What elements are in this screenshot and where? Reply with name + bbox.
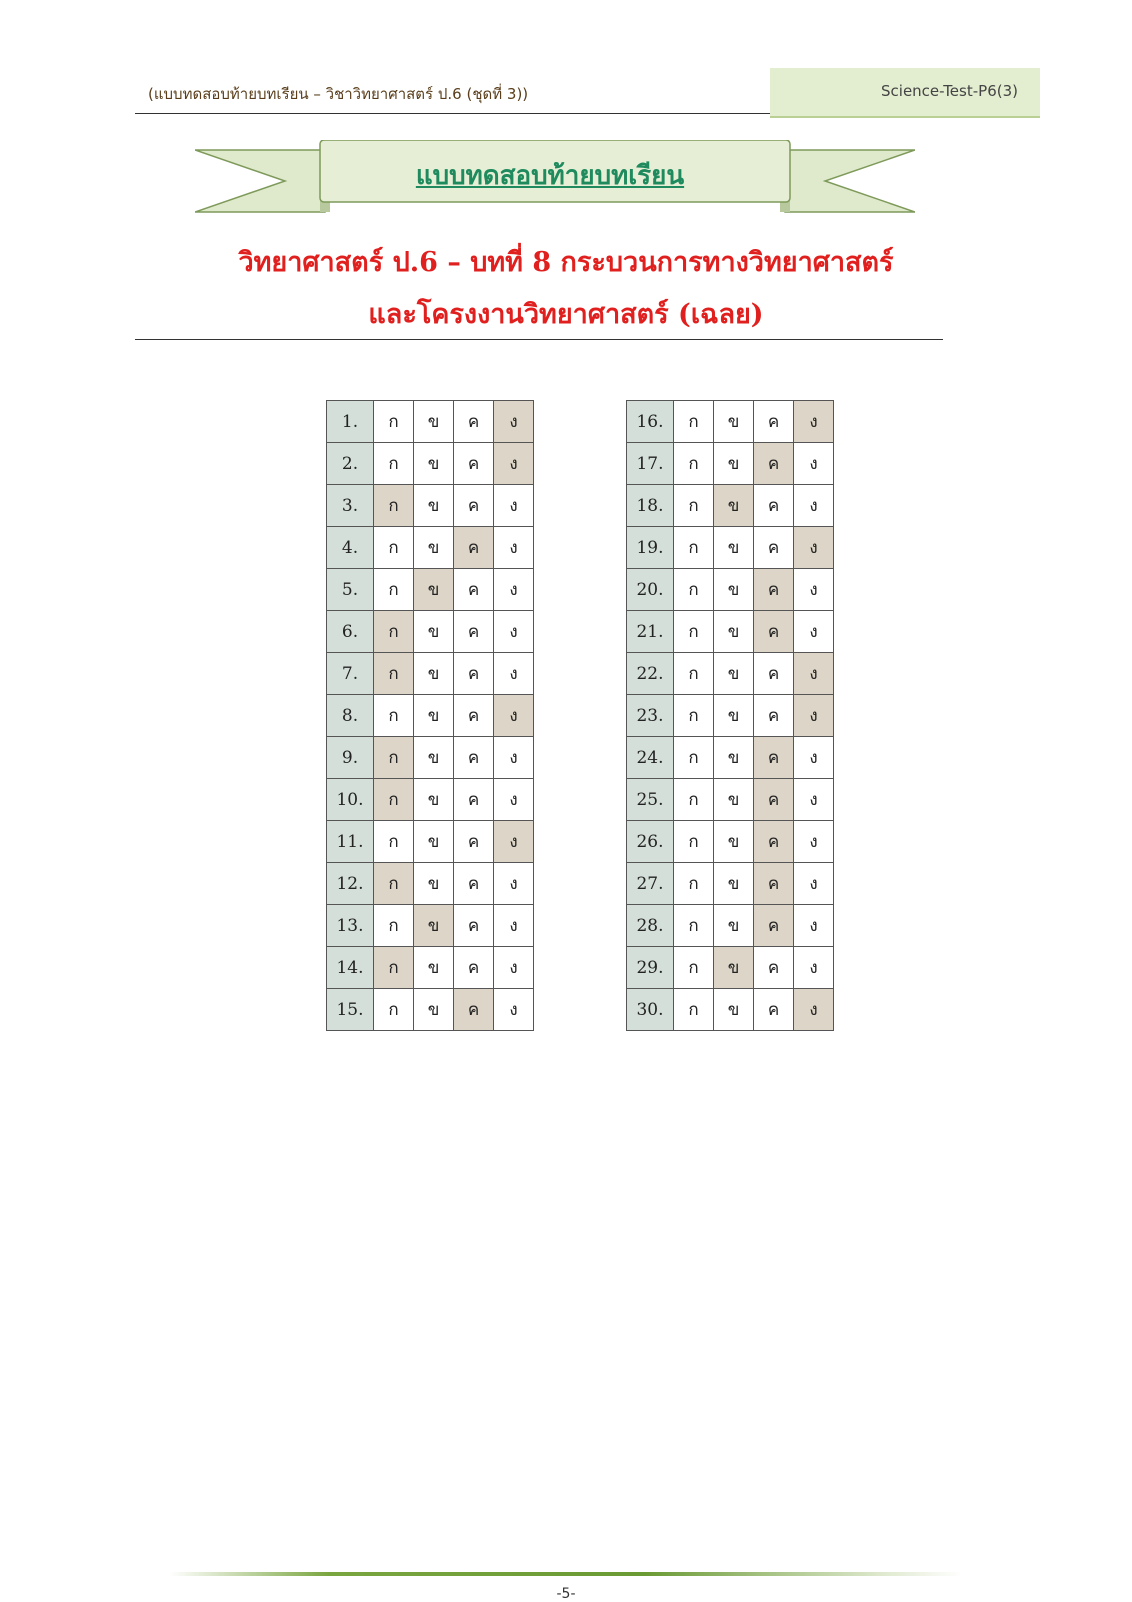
answer-choice: ข [414, 947, 454, 989]
answer-choice: ง [794, 737, 834, 779]
answer-choice: ง [494, 737, 534, 779]
answer-row [327, 485, 534, 527]
answer-choice: ข [414, 527, 454, 569]
answer-choice: ก [674, 821, 714, 863]
answer-choice: ก [374, 443, 414, 485]
answer-choice: ข [714, 863, 754, 905]
page-title-line1: วิทยาศาสตร์ ป.6 – บทที่ 8 กระบวนการทางวิทยาศาสตร์ [238, 247, 894, 278]
answer-row [327, 443, 534, 485]
answer-choice-correct: ค [754, 863, 794, 905]
answer-row [327, 527, 534, 569]
question-number: 13. [327, 905, 374, 947]
answer-choice: ข [414, 485, 454, 527]
answer-choice-correct: ข [714, 947, 754, 989]
answer-choice: ข [714, 401, 754, 443]
answer-choice: ข [714, 821, 754, 863]
answer-choice: ข [714, 695, 754, 737]
answer-choice: ง [794, 569, 834, 611]
question-number: 10. [327, 779, 374, 821]
question-number: 2. [327, 443, 374, 485]
answer-choice: ก [674, 653, 714, 695]
answer-choice-correct: ก [374, 611, 414, 653]
answer-choice: ค [454, 905, 494, 947]
question-number: 7. [327, 653, 374, 695]
question-number: 12. [327, 863, 374, 905]
answer-choice: ก [674, 863, 714, 905]
answer-choice: ค [454, 569, 494, 611]
question-number: 24. [627, 737, 674, 779]
answer-row [627, 443, 834, 485]
answer-choice: ก [374, 821, 414, 863]
answer-row [327, 821, 534, 863]
answer-choice: ข [414, 863, 454, 905]
answer-row [627, 821, 834, 863]
answer-choice: ก [674, 443, 714, 485]
answer-choice: ก [674, 569, 714, 611]
answer-choice-correct: ง [794, 695, 834, 737]
answer-choice: ข [714, 527, 754, 569]
answer-choice: ข [414, 653, 454, 695]
answer-choice: ง [494, 947, 534, 989]
answer-row [627, 947, 834, 989]
question-number: 8. [327, 695, 374, 737]
answer-choice: ค [754, 401, 794, 443]
answer-row [327, 401, 534, 443]
question-number: 3. [327, 485, 374, 527]
question-number: 6. [327, 611, 374, 653]
answer-row [327, 569, 534, 611]
answer-row [627, 863, 834, 905]
answer-row [627, 527, 834, 569]
answer-choice: ค [454, 653, 494, 695]
answer-choice: ข [714, 737, 754, 779]
answer-choice-correct: ค [754, 821, 794, 863]
question-number: 14. [327, 947, 374, 989]
answer-choice-correct: ก [374, 863, 414, 905]
answer-choice: ง [494, 653, 534, 695]
answer-choice-correct: ก [374, 947, 414, 989]
question-number: 15. [327, 989, 374, 1031]
answer-choice-correct: ก [374, 779, 414, 821]
answer-choice: ง [494, 989, 534, 1031]
question-number: 22. [627, 653, 674, 695]
answer-choice: ง [494, 863, 534, 905]
answer-row [627, 401, 834, 443]
answer-choice: ง [794, 905, 834, 947]
answer-choice: ง [494, 527, 534, 569]
answer-choice: ก [374, 989, 414, 1031]
answer-choice: ค [754, 653, 794, 695]
answer-choice-correct: ง [494, 443, 534, 485]
question-number: 23. [627, 695, 674, 737]
answer-choice: ข [714, 989, 754, 1031]
answer-choice: ก [374, 695, 414, 737]
answer-row [627, 485, 834, 527]
answer-row [627, 569, 834, 611]
answer-choice-correct: ก [374, 653, 414, 695]
answer-table-left [326, 400, 534, 1031]
answer-row [627, 989, 834, 1031]
answer-choice: ค [454, 443, 494, 485]
answer-choice: ข [414, 695, 454, 737]
header-code: Science-Test-P6(3) [881, 82, 1018, 100]
answer-choice-correct: ง [794, 401, 834, 443]
answer-row [327, 779, 534, 821]
answer-choice: ค [754, 485, 794, 527]
answer-choice: ง [794, 779, 834, 821]
answer-choice: ก [674, 485, 714, 527]
answer-row [327, 695, 534, 737]
answer-row [627, 653, 834, 695]
answer-choice-correct: ง [794, 989, 834, 1031]
question-number: 18. [627, 485, 674, 527]
banner-title: แบบทดสอบท้ายบทเรียน [415, 161, 685, 191]
question-number: 11. [327, 821, 374, 863]
answer-choice: ข [714, 611, 754, 653]
question-number: 30. [627, 989, 674, 1031]
answer-choice-correct: ข [714, 485, 754, 527]
answer-choice-correct: ก [374, 737, 414, 779]
answer-choice-correct: ค [754, 779, 794, 821]
answer-choice-correct: ค [754, 905, 794, 947]
answer-choice: ก [674, 779, 714, 821]
page-number: -5- [556, 1586, 576, 1602]
answer-choice: ง [794, 485, 834, 527]
question-number: 28. [627, 905, 674, 947]
answer-choice: ข [714, 653, 754, 695]
question-number: 21. [627, 611, 674, 653]
answer-choice: ค [754, 947, 794, 989]
answer-choice: ก [674, 527, 714, 569]
answer-choice: ค [454, 401, 494, 443]
answer-choice: ก [374, 527, 414, 569]
answer-choice: ก [674, 611, 714, 653]
answer-choice: ข [714, 905, 754, 947]
answer-choice-correct: ค [454, 527, 494, 569]
answer-choice: ก [674, 989, 714, 1031]
answer-choice: ก [374, 401, 414, 443]
question-number: 5. [327, 569, 374, 611]
question-number: 16. [627, 401, 674, 443]
question-number: 17. [627, 443, 674, 485]
answer-choice: ค [454, 947, 494, 989]
answer-choice-correct: ง [494, 821, 534, 863]
answer-choice: ข [414, 989, 454, 1031]
question-number: 29. [627, 947, 674, 989]
answer-choice-correct: ข [414, 905, 454, 947]
answer-choice: ข [414, 401, 454, 443]
answer-choice: ก [674, 905, 714, 947]
answer-choice: ข [714, 779, 754, 821]
answer-choice: ข [414, 443, 454, 485]
answer-choice: ค [454, 611, 494, 653]
answer-choice: ง [794, 863, 834, 905]
answer-choice: ค [454, 695, 494, 737]
answer-table-right [626, 400, 834, 1031]
answer-choice-correct: ค [754, 611, 794, 653]
answer-choice: ก [374, 569, 414, 611]
answer-choice: ค [754, 527, 794, 569]
question-number: 25. [627, 779, 674, 821]
answer-choice: ง [794, 443, 834, 485]
page-title-line2: และโครงงานวิทยาศาสตร์ (เฉลย) [368, 299, 764, 330]
answer-choice: ข [414, 821, 454, 863]
answer-choice: ข [714, 569, 754, 611]
answer-row [327, 989, 534, 1031]
answer-choice: ข [414, 611, 454, 653]
title-rule [135, 339, 943, 340]
answer-choice-correct: ง [794, 653, 834, 695]
answer-choice: ง [494, 905, 534, 947]
answer-choice: ค [454, 485, 494, 527]
header-title: (แบบทดสอบท้ายบทเรียน – วิชาวิทยาศาสตร์ ป.6 (ชุดที่ 3)) [148, 85, 529, 103]
answer-row [627, 737, 834, 779]
answer-choice: ค [454, 863, 494, 905]
answer-choice-correct: ง [494, 695, 534, 737]
answer-choice: ก [674, 947, 714, 989]
answer-choice: ง [794, 821, 834, 863]
question-number: 9. [327, 737, 374, 779]
answer-choice: ค [754, 695, 794, 737]
answer-choice: ค [454, 821, 494, 863]
answer-choice: ค [454, 737, 494, 779]
answer-choice: ง [494, 569, 534, 611]
header-code-box [770, 68, 1040, 118]
answer-choice: ง [494, 611, 534, 653]
answer-row [327, 737, 534, 779]
answer-row [327, 863, 534, 905]
answer-choice: ก [674, 695, 714, 737]
question-number: 20. [627, 569, 674, 611]
answer-row [627, 695, 834, 737]
header-rule [135, 113, 770, 114]
answer-row [327, 905, 534, 947]
footer-rule [170, 1572, 962, 1576]
question-number: 19. [627, 527, 674, 569]
answer-choice: ง [794, 611, 834, 653]
answer-row [627, 905, 834, 947]
answer-choice-correct: ค [754, 737, 794, 779]
answer-choice-correct: ข [414, 569, 454, 611]
answer-choice: ข [414, 737, 454, 779]
question-number: 1. [327, 401, 374, 443]
answer-choice-correct: ค [754, 569, 794, 611]
answer-choice: ก [674, 401, 714, 443]
answer-row [627, 611, 834, 653]
answer-choice: ง [794, 947, 834, 989]
answer-row [627, 779, 834, 821]
answer-row [327, 947, 534, 989]
answer-choice: ง [494, 485, 534, 527]
answer-choice: ข [714, 443, 754, 485]
answer-row [327, 653, 534, 695]
answer-choice: ก [374, 905, 414, 947]
answer-choice-correct: ค [454, 989, 494, 1031]
answer-choice: ค [754, 989, 794, 1031]
answer-choice-correct: ง [794, 527, 834, 569]
answer-choice: ข [414, 779, 454, 821]
answer-choice-correct: ง [494, 401, 534, 443]
answer-choice-correct: ก [374, 485, 414, 527]
question-number: 27. [627, 863, 674, 905]
question-number: 26. [627, 821, 674, 863]
answer-choice: ค [454, 779, 494, 821]
answer-row [327, 611, 534, 653]
answer-choice-correct: ค [754, 443, 794, 485]
answer-choice: ก [674, 737, 714, 779]
answer-choice: ง [494, 779, 534, 821]
question-number: 4. [327, 527, 374, 569]
